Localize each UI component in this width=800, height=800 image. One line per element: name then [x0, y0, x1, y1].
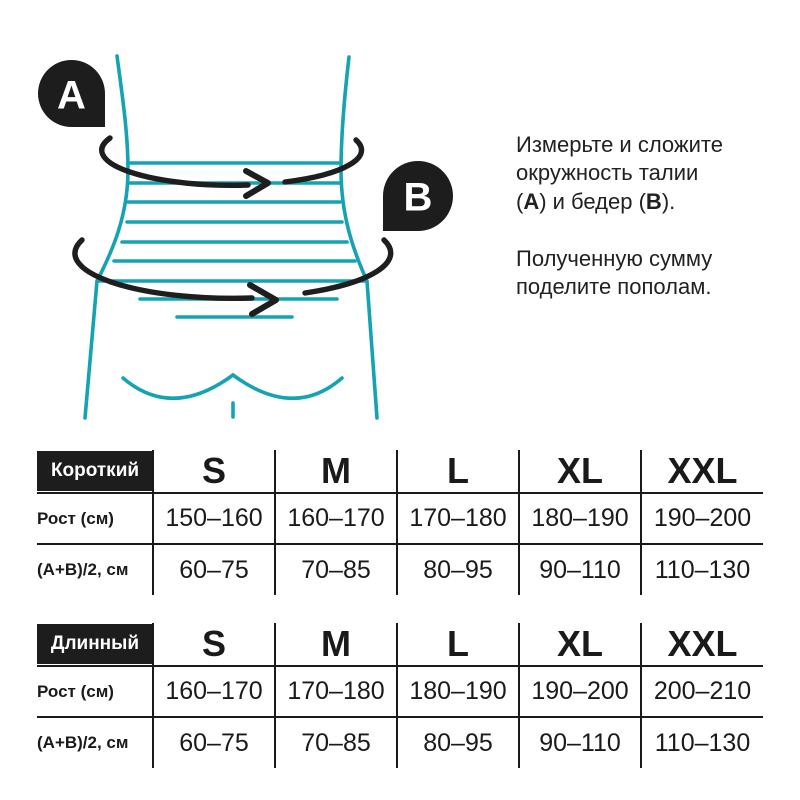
- size-col-header: XL: [519, 623, 641, 666]
- instruction-line: [516, 159, 723, 187]
- size-col-header: S: [153, 450, 275, 493]
- table-title-badge: Длинный: [37, 624, 153, 664]
- table-row: [37, 544, 763, 595]
- instruction-text: ) и бедер (: [539, 188, 646, 214]
- size-col-header: M: [275, 450, 397, 493]
- row-label: Рост (см): [37, 666, 153, 717]
- instruction-line: [516, 131, 723, 159]
- label-a-badge: [38, 60, 105, 127]
- size-col-header: XL: [519, 450, 641, 493]
- size-value: 160–170: [153, 666, 275, 717]
- size-col-header: XXL: [641, 450, 763, 493]
- table-title-cell: [37, 623, 153, 666]
- row-label: (А+В)/2, см: [37, 560, 129, 579]
- table-row: [37, 493, 763, 544]
- size-col-header: M: [275, 623, 397, 666]
- body-right-contour: [341, 57, 377, 418]
- size-value: 170–180: [275, 666, 397, 717]
- size-table-short-wrap: [37, 450, 763, 595]
- body-outline: [85, 56, 377, 418]
- size-value: 60–75: [153, 544, 275, 595]
- instruction-line: [516, 188, 723, 216]
- instruction-line: [516, 216, 723, 244]
- size-value: 180–190: [519, 493, 641, 544]
- row-label: (А+В)/2, см: [37, 733, 129, 752]
- instruction-bold-ref: А: [523, 188, 540, 214]
- table-row: [37, 666, 763, 717]
- instruction-text: поделите пополам.: [516, 274, 712, 300]
- size-value: 70–85: [275, 717, 397, 768]
- instruction-text: окружность талии: [516, 160, 699, 186]
- instruction-text: Полученную сумму: [516, 245, 713, 271]
- size-value: 110–130: [641, 544, 763, 595]
- size-value: 60–75: [153, 717, 275, 768]
- instruction-text: (: [516, 188, 524, 214]
- label-b-badge: [383, 161, 453, 231]
- table-row: [37, 717, 763, 768]
- hip-arrow: [75, 240, 391, 314]
- label-b-letter: В: [403, 175, 433, 220]
- size-value: 170–180: [397, 493, 519, 544]
- measurement-instructions: [516, 131, 723, 301]
- size-value: 70–85: [275, 544, 397, 595]
- waist-arrow: [102, 138, 362, 196]
- measurement-diagram: [0, 0, 470, 440]
- table-title-cell: [37, 450, 153, 493]
- size-table-long: [37, 623, 763, 768]
- label-a-letter: А: [57, 73, 86, 118]
- size-value: 90–110: [519, 544, 641, 595]
- size-table-short: [37, 450, 763, 595]
- size-value: 110–130: [641, 717, 763, 768]
- size-value: 90–110: [519, 717, 641, 768]
- instruction-text: Измерьте и сложите: [516, 132, 723, 157]
- instruction-line: [516, 245, 723, 273]
- size-value: 150–160: [153, 493, 275, 544]
- table-title-badge: Короткий: [37, 451, 153, 491]
- size-value: 80–95: [397, 544, 519, 595]
- size-value: 190–200: [519, 666, 641, 717]
- size-col-header: L: [397, 450, 519, 493]
- hip-lines: [140, 299, 337, 317]
- waistband-lines: [99, 163, 366, 281]
- size-value: 180–190: [397, 666, 519, 717]
- instruction-text: ).: [661, 188, 676, 214]
- size-table-long-wrap: [37, 623, 763, 768]
- size-col-header: S: [153, 623, 275, 666]
- size-col-header: L: [397, 623, 519, 666]
- size-value: 190–200: [641, 493, 763, 544]
- size-value: 80–95: [397, 717, 519, 768]
- row-label: Рост (см): [37, 493, 153, 544]
- size-value: 200–210: [641, 666, 763, 717]
- size-value: 160–170: [275, 493, 397, 544]
- buttocks-curve: [123, 375, 342, 398]
- instruction-bold-ref: В: [645, 188, 662, 214]
- instruction-line: [516, 273, 723, 301]
- size-col-header: XXL: [641, 623, 763, 666]
